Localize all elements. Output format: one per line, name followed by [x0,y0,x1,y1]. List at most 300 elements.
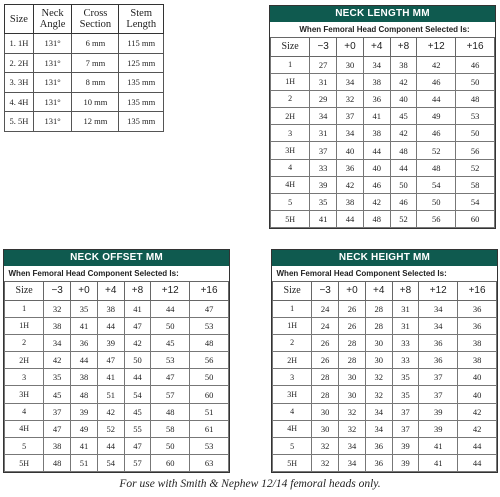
table-cell: 44 [97,438,124,455]
row-size-label: 2 [271,90,310,107]
row-size-label: 2H [271,108,310,125]
row-size-label: 3H [273,386,312,403]
column-header-row [273,281,497,300]
column-header: Size [273,281,312,300]
column-header: Size [5,281,44,300]
table-cell: 58 [456,176,495,193]
neck-length-subtitle: When Femoral Head Component Selected Is: [299,24,470,34]
table-cell: 34 [339,455,366,472]
column-header: +4 [365,281,392,300]
table-cell: 30 [312,420,339,437]
table-row [5,352,229,369]
table-cell: 58 [151,420,190,437]
table-row [273,455,497,472]
table-cell: 54 [456,194,495,211]
table-cell: 41 [419,455,458,472]
neck-height-title: NECK HEIGHT MM [272,250,497,266]
neck-offset-body [5,281,229,472]
table-cell: 44 [124,369,151,386]
size-table-column-header: Neck Angle [33,5,72,34]
table-cell: 37 [337,108,364,125]
table-cell: 40 [337,142,364,159]
table-cell: 40 [458,369,497,386]
table-cell: 54 [417,176,456,193]
table-cell: 38 [337,194,364,211]
table-cell: 48 [363,211,390,228]
table-cell: 41 [363,108,390,125]
table-cell: 36 [337,159,364,176]
table-cell: 50 [190,369,229,386]
table-cell: 48 [190,334,229,351]
table-cell: 41 [71,317,98,334]
row-size-label: 4H [5,420,44,437]
table-cell: 42 [390,73,417,90]
table-row [273,403,497,420]
table-cell: 32 [339,403,366,420]
table-cell: 48 [44,455,71,472]
table-cell: 39 [97,334,124,351]
table-row [273,334,497,351]
table-cell: 56 [456,142,495,159]
table-cell: 38 [97,300,124,317]
table-cell: 50 [456,125,495,142]
table-row [5,438,229,455]
table-cell: 35 [392,386,419,403]
row-size-label: 2 [5,334,44,351]
row-size-label: 5H [273,455,312,472]
table-cell: 31 [392,300,419,317]
table-row [271,159,495,176]
table-cell: 5. 5H [5,112,34,132]
table-cell: 50 [124,352,151,369]
table-cell: 3. 3H [5,73,34,93]
table-cell: 34 [365,403,392,420]
table-cell: 53 [151,352,190,369]
table-row [5,34,164,54]
table-cell: 37 [419,369,458,386]
table-cell: 50 [390,176,417,193]
column-header-row [5,281,229,300]
table-cell: 44 [390,159,417,176]
table-row [5,403,229,420]
table-cell: 39 [71,403,98,420]
table-cell: 35 [44,369,71,386]
table-cell: 6 mm [72,34,119,54]
table-row [5,317,229,334]
table-cell: 42 [363,194,390,211]
size-table-body [5,34,164,132]
table-row [271,56,495,73]
table-cell: 46 [390,194,417,211]
table-cell: 44 [417,90,456,107]
table-cell: 52 [456,159,495,176]
table-cell: 29 [310,90,337,107]
row-size-label: 4H [271,176,310,193]
table-cell: 44 [151,300,190,317]
table-cell: 44 [458,455,497,472]
table-row [271,90,495,107]
table-cell: 41 [419,438,458,455]
table-cell: 32 [44,300,71,317]
table-cell: 45 [151,334,190,351]
table-cell: 31 [392,317,419,334]
table-cell: 32 [365,386,392,403]
table-cell: 38 [71,369,98,386]
table-cell: 2. 2H [5,53,34,73]
table-cell: 30 [365,334,392,351]
table-cell: 24 [312,300,339,317]
column-header: +0 [339,281,366,300]
table-cell: 49 [417,108,456,125]
table-row [5,386,229,403]
table-cell: 36 [458,300,497,317]
column-header: +12 [417,37,456,56]
table-cell: 36 [419,352,458,369]
row-size-label: 5 [273,438,312,455]
table-row [5,73,164,93]
table-cell: 47 [124,438,151,455]
table-cell: 52 [97,420,124,437]
table-cell: 42 [417,56,456,73]
table-cell: 44 [97,317,124,334]
table-cell: 131° [33,53,72,73]
table-cell: 36 [363,90,390,107]
row-size-label: 5 [271,194,310,211]
table-cell: 27 [310,56,337,73]
table-row [271,142,495,159]
table-cell: 42 [337,176,364,193]
table-cell: 1. 1H [5,34,34,54]
table-cell: 37 [392,403,419,420]
neck-offset-subtitle: When Femoral Head Component Selected Is: [8,268,179,278]
table-cell: 51 [71,455,98,472]
column-header-row [271,37,495,56]
table-cell: 33 [392,334,419,351]
table-cell: 135 mm [119,112,164,132]
table-cell: 33 [392,352,419,369]
table-row [271,73,495,90]
table-row [273,352,497,369]
table-cell: 8 mm [72,73,119,93]
neck-height-body [273,281,497,472]
table-cell: 36 [458,317,497,334]
table-cell: 51 [97,386,124,403]
table-cell: 38 [390,56,417,73]
table-row [5,420,229,437]
table-cell: 12 mm [72,112,119,132]
table-cell: 36 [419,334,458,351]
table-cell: 34 [419,317,458,334]
table-cell: 131° [33,112,72,132]
table-row [273,369,497,386]
row-size-label: 2 [273,334,312,351]
table-cell: 28 [312,386,339,403]
row-size-label: 3 [271,125,310,142]
table-cell: 36 [365,438,392,455]
column-header: +8 [124,281,151,300]
table-cell: 131° [33,34,72,54]
table-cell: 42 [44,352,71,369]
column-header: +8 [392,281,419,300]
row-size-label: 2H [5,352,44,369]
table-cell: 34 [365,420,392,437]
table-row [271,108,495,125]
table-cell: 28 [365,317,392,334]
table-cell: 46 [363,176,390,193]
table-cell: 30 [339,386,366,403]
table-cell: 50 [417,194,456,211]
column-header: +0 [71,281,98,300]
table-cell: 30 [312,403,339,420]
table-cell: 32 [339,420,366,437]
table-cell: 26 [312,352,339,369]
table-cell: 57 [124,455,151,472]
table-cell: 56 [190,352,229,369]
table-cell: 39 [392,438,419,455]
table-cell: 35 [71,300,98,317]
table-cell: 34 [419,300,458,317]
table-cell: 37 [419,386,458,403]
table-row [273,438,497,455]
table-cell: 125 mm [119,53,164,73]
table-cell: 34 [337,125,364,142]
neck-height-table [271,249,498,473]
table-cell: 38 [458,352,497,369]
table-row [5,112,164,132]
table-cell: 40 [363,159,390,176]
table-cell: 52 [417,142,456,159]
table-cell: 63 [190,455,229,472]
table-cell: 39 [392,455,419,472]
table-cell: 7 mm [72,53,119,73]
table-cell: 42 [458,420,497,437]
column-header: +16 [458,281,497,300]
table-cell: 48 [71,386,98,403]
table-cell: 44 [458,438,497,455]
column-header: +0 [337,37,364,56]
table-cell: 36 [365,455,392,472]
row-size-label: 3H [271,142,310,159]
column-header: −3 [312,281,339,300]
table-row [5,369,229,386]
column-header: −3 [44,281,71,300]
table-cell: 51 [190,403,229,420]
table-cell: 40 [390,90,417,107]
table-cell: 26 [339,300,366,317]
table-cell: 26 [312,334,339,351]
table-cell: 135 mm [119,92,164,112]
table-row [271,211,495,228]
table-cell: 50 [151,438,190,455]
table-cell: 46 [456,56,495,73]
table-row [5,92,164,112]
table-row [273,386,497,403]
row-size-label: 5 [5,438,44,455]
size-table-header [5,5,164,34]
table-cell: 39 [419,420,458,437]
table-cell: 34 [363,56,390,73]
table-cell: 53 [456,108,495,125]
table-row [273,317,497,334]
table-cell: 41 [310,211,337,228]
table-cell: 36 [71,334,98,351]
table-cell: 31 [310,73,337,90]
table-cell: 34 [339,438,366,455]
column-header: +16 [456,37,495,56]
row-size-label: 5H [271,211,310,228]
table-cell: 35 [310,194,337,211]
table-cell: 37 [310,142,337,159]
row-size-label: 1H [5,317,44,334]
table-cell: 60 [456,211,495,228]
neck-offset-table [3,249,230,473]
table-cell: 33 [310,159,337,176]
table-cell: 41 [71,438,98,455]
neck-length-title: NECK LENGTH MM [270,6,495,22]
table-row [5,300,229,317]
table-row [273,420,497,437]
table-cell: 30 [339,369,366,386]
table-cell: 54 [97,455,124,472]
table-cell: 54 [124,386,151,403]
row-size-label: 1 [273,300,312,317]
table-cell: 56 [417,211,456,228]
row-size-label: 3 [5,369,44,386]
table-cell: 35 [392,369,419,386]
table-cell: 44 [363,142,390,159]
row-size-label: 4H [273,420,312,437]
column-header: −3 [310,37,337,56]
table-cell: 38 [363,73,390,90]
table-cell: 38 [458,334,497,351]
row-size-label: 2H [273,352,312,369]
table-cell: 52 [390,211,417,228]
table-row [271,194,495,211]
row-size-label: 3H [5,386,44,403]
table-cell: 42 [124,334,151,351]
table-cell: 42 [390,125,417,142]
table-cell: 32 [312,455,339,472]
neck-length-table [269,5,496,229]
table-cell: 61 [190,420,229,437]
table-cell: 50 [151,317,190,334]
row-size-label: 3 [273,369,312,386]
table-cell: 53 [190,438,229,455]
column-header: +12 [419,281,458,300]
table-cell: 131° [33,73,72,93]
table-cell: 41 [97,369,124,386]
table-row [5,455,229,472]
size-table-column-header: Cross Section [72,5,119,34]
table-cell: 48 [390,142,417,159]
table-cell: 115 mm [119,34,164,54]
table-cell: 44 [71,352,98,369]
column-header: Size [271,37,310,56]
table-cell: 38 [363,125,390,142]
table-cell: 24 [312,317,339,334]
table-row [5,334,229,351]
table-cell: 37 [392,420,419,437]
table-cell: 48 [417,159,456,176]
table-cell: 32 [365,369,392,386]
table-cell: 30 [337,56,364,73]
table-cell: 57 [151,386,190,403]
table-cell: 48 [456,90,495,107]
size-table-column-header: Stem Length [119,5,164,34]
table-cell: 28 [365,300,392,317]
column-header: +16 [190,281,229,300]
table-cell: 28 [339,352,366,369]
table-cell: 47 [97,352,124,369]
row-size-label: 4 [271,159,310,176]
row-size-label: 5H [5,455,44,472]
table-row [271,125,495,142]
table-cell: 53 [190,317,229,334]
table-row [5,53,164,73]
table-cell: 39 [310,176,337,193]
table-cell: 38 [44,317,71,334]
table-cell: 28 [339,334,366,351]
table-cell: 4. 4H [5,92,34,112]
table-cell: 10 mm [72,92,119,112]
table-cell: 47 [44,420,71,437]
size-table-column-header: Size [5,5,34,34]
row-size-label: 1 [5,300,44,317]
column-header: +4 [97,281,124,300]
neck-offset-title: NECK OFFSET MM [4,250,229,266]
footer-note: For use with Smith & Nephew 12/14 femoral heads only. [119,478,381,490]
column-header: +12 [151,281,190,300]
table-cell: 55 [124,420,151,437]
table-cell: 47 [151,369,190,386]
table-cell: 48 [151,403,190,420]
table-row [273,300,497,317]
table-cell: 60 [190,386,229,403]
stem-size-table [4,4,164,132]
neck-length-body [271,37,495,228]
column-header: +8 [390,37,417,56]
table-cell: 40 [458,386,497,403]
table-cell: 47 [124,317,151,334]
table-cell: 30 [365,352,392,369]
table-cell: 42 [458,403,497,420]
table-row [271,176,495,193]
table-cell: 39 [419,403,458,420]
table-cell: 26 [339,317,366,334]
table-cell: 45 [390,108,417,125]
table-cell: 34 [44,334,71,351]
table-cell: 34 [337,73,364,90]
table-cell: 38 [44,438,71,455]
row-size-label: 1H [273,317,312,334]
table-cell: 47 [190,300,229,317]
table-cell: 34 [310,108,337,125]
table-cell: 45 [124,403,151,420]
column-header: +4 [363,37,390,56]
table-cell: 135 mm [119,73,164,93]
row-size-label: 1 [271,56,310,73]
table-cell: 50 [456,73,495,90]
table-cell: 44 [337,211,364,228]
row-size-label: 4 [5,403,44,420]
row-size-label: 1H [271,73,310,90]
neck-height-subtitle: When Femoral Head Component Selected Is: [276,268,447,278]
table-cell: 32 [312,438,339,455]
table-cell: 37 [44,403,71,420]
table-cell: 46 [417,125,456,142]
table-cell: 32 [337,90,364,107]
table-cell: 41 [124,300,151,317]
